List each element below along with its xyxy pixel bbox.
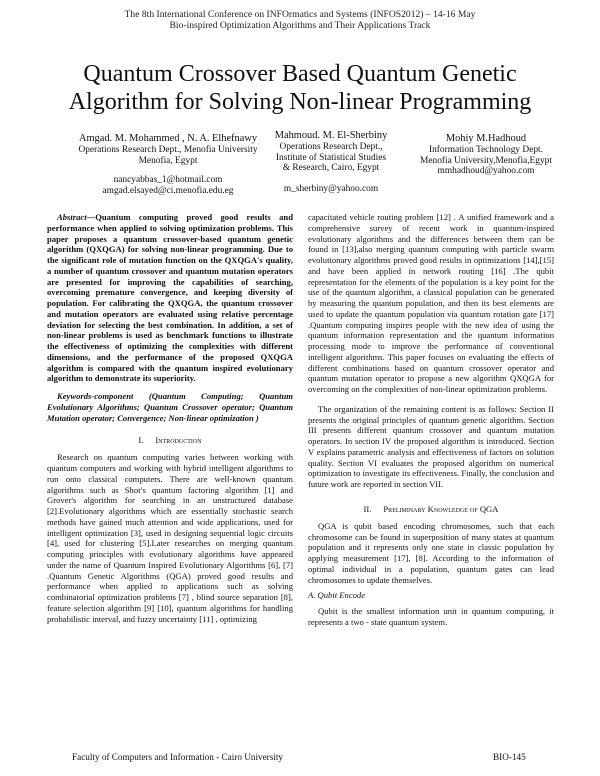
footer-page-number: BIO-145: [493, 752, 526, 762]
right-paragraph-2: The organization of the remaining content is as follows: Section II presents the original principles of quantum genetic algorithm. Section III presents different quantum crossover and quantum mutation operators. In section IV the proposed algorithm is introduced. Section V explains parametric analysis and effectiveness of factors on solution quality. Section VI evaluates the proposed algorithm on numerical optimization to investigate its effectiveness. Finally, the conclusion and future work are reported in section VII.: [308, 403, 554, 489]
right-paragraph-4: Qubit is the smallest information unit in quantum computing, it represents a two - state quantum system.: [308, 606, 554, 627]
author-affiliation: Operations Research Dept.,: [279, 142, 383, 152]
section-heading-preliminary: [308, 504, 554, 515]
right-column: [308, 212, 554, 628]
abstract-text: Quantum computing proved good results and performance when applied to solving optimization problems. This paper proposes a quantum crossover-based quantum genetic algorithm (QXQGA) for solving non-linear programming. Due to the significant role of mutation function on the QXQGA's quality, a number of quantum crossover and quantum mutation operators are presented for improving the capabilities of searching, overcoming premature convergence, and keeping diversity of population. For calibrating the QXQGA, the quantum crossover and mutation operators are evaluated using relative percentage deviation for selecting the best combination. In addition, a set of non-linear problems is used as benchmark functions to illustrate the effectiveness of optimizing the complexities with different dimensions, and the performance of the proposed QXQGA algorithm is compared with the quantum inspired evolutionary algorithm to demonstrate its superiority.: [47, 212, 293, 384]
author-block-3: [400, 133, 572, 177]
author-name: Mahmoud. M. El-Sherbiny: [274, 130, 388, 141]
author-affiliation: & Research, Cairo, Egypt: [282, 163, 380, 174]
keywords-text: (Quantum Computing; Quantum Evolutionary Algorithms; Quantum Crossover operator; Quantum Mutation operator; Convergence; Non-linear optimization ): [47, 391, 293, 423]
right-paragraph-1: capacitated vehicle routing problem [12] . A unified framework and a comprehensive survey of recent work in quantum-inspired evolutionary algorithms and the differences between them can be found in [13],also merging quantum computing with particle swarm evolutionary algorithms proved good results in optimizations [14],[15] and have been applied in network routing [16] .The qubit representation for the elements of the population is a key point for the use of the quantum algorithm, a classical population can be generated by measuring the quantum population, and then its best elements are used to update the quantum population via quantum rotation gate [17] .Quantum computing inspires people with the new idea of using the quantum information representation and the quantum information processing mode to improve the performance of conventional intelligent algorithms. This paper focuses on evaluating the effects of different combinations based on quantum crossover operator and quantum mutation operator to propose a new algorithm QXQGA for overcoming on the complexities of non-linear optimization problems.: [308, 212, 554, 394]
running-header: [0, 9, 600, 31]
author-block-2: [248, 130, 414, 194]
keywords: [47, 391, 293, 423]
section-title: Preliminary Knowledge of QGA: [383, 503, 499, 514]
section-number: II.: [363, 503, 372, 514]
author-email: m_sherbiny@yahoo.com: [283, 183, 379, 194]
keywords-label: Keywords-component: [57, 391, 134, 401]
author-affiliation: Operations Research Dept., Menofia University: [78, 145, 258, 155]
section-heading-introduction: [47, 435, 293, 446]
author-affiliation: Institute of Statistical Studies: [275, 152, 387, 163]
author-name: Mohiy M.Hadhoud: [445, 133, 527, 144]
intro-paragraph: Research on quantum computing varies between working with quantum computers and working with hybrid intelligent algorithms to run onto classical computers. There are well-known quantum algorithms such as Shor's quantum factoring algorithm [1] and Grover's algorithm for searching in an unstructured database [2].Evolutionary algorithms which are essentially stochastic search methods have gained much attention and wide applications, used for intelligent optimization [3], used in designing sequential logic circuits [4], used for clustering [5].Later researches on merging quantum computing principles with evolutionary algorithms have appeared under the name of Quantum Inspired Evolutionary Algorithms [6], [7] .Quantum Genetic Algorithms (QGA) proved good results and performance when applied to applications such as solving combinatorial optimization problems [7] , blind source separation [8], feature selection algorithm [9] [10], quantum algorithms for handling probabilistic interval, and fuzzy uncertainty [11] , optimizing: [47, 452, 293, 624]
header-conference: The 8th International Conference on INFOrmatics and Systems (INFOS2012) – 14-16 May: [124, 9, 476, 20]
author-email: nancyabbas_1@hotmail.com: [113, 175, 223, 186]
footer-faculty: Faculty of Computers and Information - Cairo University: [72, 752, 284, 762]
right-paragraph-3: QGA is qubit based encoding chromosomes, such that each chromosome can be found in superposition of many states at quantum population and it represents only one state in classic population by applying measurement [17], [8]. According to the information of optimal individual in a population, quantum gates can lead chromosomes to update themselves.: [308, 520, 554, 585]
section-title: Introduction: [155, 435, 202, 446]
author-email: amgad.elsayed@ci.menofia.edu.eg: [102, 185, 234, 196]
author-affiliation: Menofia University,Menofia,Egypt: [420, 155, 552, 166]
author-email: mmhadhoud@yahoo.com: [437, 166, 535, 177]
author-affiliation: Menofia, Egypt: [138, 155, 198, 166]
section-number: I.: [138, 435, 144, 446]
title-line-2: Algorithm for Solving Non-linear Programming: [68, 89, 532, 115]
left-column: [47, 212, 293, 624]
abstract: [47, 212, 293, 384]
subsection-qubit-encode: A. Qubit Encode: [308, 590, 366, 601]
author-affiliation: Information Technology Dept.: [429, 145, 543, 155]
header-track: Bio-inspired Optimization Algorithms and Their Applications Track: [169, 20, 431, 31]
title-line-1: Quantum Crossover Based Quantum Genetic: [83, 61, 517, 87]
abstract-label: Abstract—: [57, 212, 96, 222]
author-name: Amgad. M. Mohammed , N. A. Elhefnawy: [78, 133, 258, 144]
paper-title: [0, 60, 600, 116]
